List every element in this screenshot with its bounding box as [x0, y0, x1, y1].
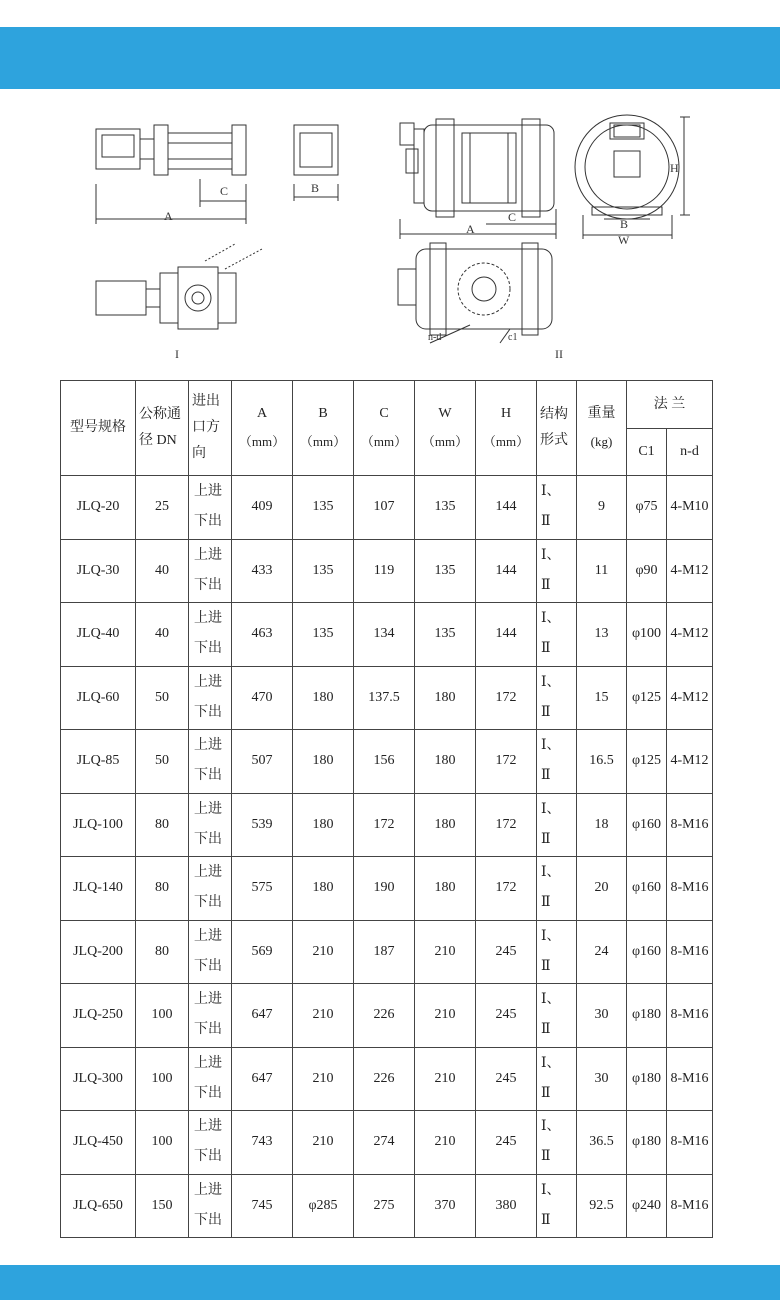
cell-direction: 上进 下出 — [189, 1111, 232, 1175]
cell-kg: 13 — [577, 603, 627, 667]
table-row — [61, 793, 713, 857]
cell-model: JLQ-100 — [61, 793, 136, 857]
header-structure: 结构形式 — [537, 381, 577, 476]
cell-dn: 100 — [136, 1111, 189, 1175]
table-row — [61, 1111, 713, 1175]
fig2-top-view — [398, 243, 552, 343]
fig2-side-view — [400, 119, 556, 239]
cell-b: 210 — [293, 1111, 354, 1175]
dim-c1-fig2: c1 — [508, 332, 518, 343]
table-row — [61, 666, 713, 730]
cell-a: 743 — [232, 1111, 293, 1175]
fig2-end-view — [575, 115, 690, 239]
cell-w: 210 — [415, 984, 476, 1048]
spec-table — [60, 380, 713, 1238]
header-flange: 法 兰 — [627, 381, 713, 429]
cell-w: 210 — [415, 920, 476, 984]
cell-c1: φ125 — [627, 666, 667, 730]
cell-dn: 50 — [136, 666, 189, 730]
cell-a: 409 — [232, 476, 293, 540]
cell-c1: φ180 — [627, 1111, 667, 1175]
cell-kg: 20 — [577, 857, 627, 921]
cell-b: 210 — [293, 920, 354, 984]
header-w: W （mm） — [415, 381, 476, 476]
cell-c: 134 — [354, 603, 415, 667]
cell-nd: 8-M16 — [667, 920, 713, 984]
cell-kg: 9 — [577, 476, 627, 540]
cell-c: 107 — [354, 476, 415, 540]
cell-kg: 30 — [577, 1047, 627, 1111]
cell-h: 144 — [476, 603, 537, 667]
cell-kg: 24 — [577, 920, 627, 984]
cell-w: 135 — [415, 539, 476, 603]
dim-H-fig2: H — [670, 161, 679, 175]
dim-nd-fig2: n-d — [428, 332, 442, 343]
cell-a: 507 — [232, 730, 293, 794]
cell-kg: 11 — [577, 539, 627, 603]
cell-h: 172 — [476, 857, 537, 921]
cell-c: 274 — [354, 1111, 415, 1175]
table-row — [61, 476, 713, 540]
cell-c: 156 — [354, 730, 415, 794]
cell-direction: 上进 下出 — [189, 603, 232, 667]
cell-direction: 上进 下出 — [189, 476, 232, 540]
cell-c: 137.5 — [354, 666, 415, 730]
dim-B-fig2: B — [620, 217, 629, 231]
table-row — [61, 984, 713, 1048]
cell-b: φ285 — [293, 1174, 354, 1238]
cell-w: 180 — [415, 793, 476, 857]
cell-kg: 30 — [577, 984, 627, 1048]
cell-kg: 18 — [577, 793, 627, 857]
cell-h: 172 — [476, 730, 537, 794]
cell-kg: 92.5 — [577, 1174, 627, 1238]
table-row — [61, 539, 713, 603]
cell-c1: φ160 — [627, 857, 667, 921]
cell-c: 172 — [354, 793, 415, 857]
cell-dn: 40 — [136, 603, 189, 667]
header-c1: C1 — [627, 429, 667, 476]
cell-h: 172 — [476, 793, 537, 857]
cell-model: JLQ-30 — [61, 539, 136, 603]
cell-nd: 8-M16 — [667, 1111, 713, 1175]
cell-b: 135 — [293, 539, 354, 603]
cell-dn: 150 — [136, 1174, 189, 1238]
cell-c1: φ180 — [627, 984, 667, 1048]
dim-A-fig2: A — [466, 222, 475, 236]
cell-w: 180 — [415, 666, 476, 730]
drawing-svg — [0, 89, 780, 379]
cell-b: 180 — [293, 793, 354, 857]
cell-structure: Ⅰ、 Ⅱ — [537, 1111, 577, 1175]
cell-c1: φ160 — [627, 920, 667, 984]
cell-nd: 8-M16 — [667, 984, 713, 1048]
cell-structure: Ⅰ、 Ⅱ — [537, 666, 577, 730]
cell-a: 539 — [232, 793, 293, 857]
cell-h: 144 — [476, 476, 537, 540]
table-row — [61, 730, 713, 794]
cell-model: JLQ-650 — [61, 1174, 136, 1238]
cell-kg: 15 — [577, 666, 627, 730]
top-banner — [0, 27, 780, 89]
cell-model: JLQ-250 — [61, 984, 136, 1048]
cell-c: 187 — [354, 920, 415, 984]
cell-direction: 上进 下出 — [189, 857, 232, 921]
cell-structure: Ⅰ、 Ⅱ — [537, 1174, 577, 1238]
figure-label-1: I — [175, 347, 179, 361]
dim-A-fig1: A — [164, 209, 173, 223]
cell-c1: φ180 — [627, 1047, 667, 1111]
cell-model: JLQ-200 — [61, 920, 136, 984]
cell-w: 135 — [415, 476, 476, 540]
cell-direction: 上进 下出 — [189, 730, 232, 794]
cell-h: 245 — [476, 984, 537, 1048]
dim-B-fig1: B — [311, 181, 320, 195]
cell-nd: 4-M12 — [667, 666, 713, 730]
cell-nd: 4-M10 — [667, 476, 713, 540]
header-nd: n-d — [667, 429, 713, 476]
cell-c1: φ160 — [627, 793, 667, 857]
cell-w: 180 — [415, 857, 476, 921]
cell-nd: 4-M12 — [667, 603, 713, 667]
cell-model: JLQ-20 — [61, 476, 136, 540]
cell-structure: Ⅰ、 Ⅱ — [537, 730, 577, 794]
figure-label-2: II — [555, 347, 563, 361]
cell-h: 144 — [476, 539, 537, 603]
cell-structure: Ⅰ、 Ⅱ — [537, 984, 577, 1048]
cell-w: 210 — [415, 1047, 476, 1111]
header-h: H （mm） — [476, 381, 537, 476]
cell-b: 210 — [293, 1047, 354, 1111]
cell-h: 245 — [476, 920, 537, 984]
cell-w: 370 — [415, 1174, 476, 1238]
cell-kg: 16.5 — [577, 730, 627, 794]
cell-b: 135 — [293, 603, 354, 667]
cell-h: 380 — [476, 1174, 537, 1238]
cell-h: 245 — [476, 1047, 537, 1111]
cell-a: 463 — [232, 603, 293, 667]
table-row — [61, 1174, 713, 1238]
cell-a: 647 — [232, 1047, 293, 1111]
cell-structure: Ⅰ、 Ⅱ — [537, 476, 577, 540]
header-direction: 进出口方向 — [189, 381, 232, 476]
cell-dn: 25 — [136, 476, 189, 540]
header-model: 型号规格 — [61, 381, 136, 476]
dim-C-fig2: C — [508, 210, 517, 224]
cell-a: 647 — [232, 984, 293, 1048]
bottom-banner — [0, 1265, 780, 1300]
cell-direction: 上进 下出 — [189, 1047, 232, 1111]
cell-b: 135 — [293, 476, 354, 540]
header-b: B （mm） — [293, 381, 354, 476]
cell-c: 119 — [354, 539, 415, 603]
cell-h: 245 — [476, 1111, 537, 1175]
cell-a: 433 — [232, 539, 293, 603]
cell-nd: 4-M12 — [667, 730, 713, 794]
cell-dn: 80 — [136, 920, 189, 984]
cell-model: JLQ-300 — [61, 1047, 136, 1111]
cell-structure: Ⅰ、 Ⅱ — [537, 539, 577, 603]
cell-c: 190 — [354, 857, 415, 921]
cell-direction: 上进 下出 — [189, 1174, 232, 1238]
cell-direction: 上进 下出 — [189, 539, 232, 603]
cell-c1: φ240 — [627, 1174, 667, 1238]
cell-dn: 40 — [136, 539, 189, 603]
cell-w: 135 — [415, 603, 476, 667]
cell-c1: φ75 — [627, 476, 667, 540]
cell-model: JLQ-450 — [61, 1111, 136, 1175]
table-row — [61, 1047, 713, 1111]
cell-dn: 80 — [136, 857, 189, 921]
cell-nd: 4-M12 — [667, 539, 713, 603]
cell-structure: Ⅰ、 Ⅱ — [537, 603, 577, 667]
cell-kg: 36.5 — [577, 1111, 627, 1175]
cell-model: JLQ-85 — [61, 730, 136, 794]
table-row — [61, 920, 713, 984]
cell-dn: 100 — [136, 984, 189, 1048]
dim-W-fig2: W — [618, 233, 630, 247]
cell-structure: Ⅰ、 Ⅱ — [537, 857, 577, 921]
cell-b: 180 — [293, 730, 354, 794]
cell-c1: φ125 — [627, 730, 667, 794]
cell-dn: 100 — [136, 1047, 189, 1111]
cell-structure: Ⅰ、 Ⅱ — [537, 793, 577, 857]
cell-model: JLQ-60 — [61, 666, 136, 730]
cell-direction: 上进 下出 — [189, 984, 232, 1048]
cell-b: 180 — [293, 857, 354, 921]
cell-nd: 8-M16 — [667, 1174, 713, 1238]
cell-w: 180 — [415, 730, 476, 794]
cell-direction: 上进 下出 — [189, 920, 232, 984]
cell-c: 226 — [354, 1047, 415, 1111]
cell-c1: φ90 — [627, 539, 667, 603]
cell-w: 210 — [415, 1111, 476, 1175]
cell-model: JLQ-140 — [61, 857, 136, 921]
cell-a: 745 — [232, 1174, 293, 1238]
cell-direction: 上进 下出 — [189, 793, 232, 857]
cell-a: 470 — [232, 666, 293, 730]
table-row — [61, 603, 713, 667]
cell-direction: 上进 下出 — [189, 666, 232, 730]
cell-b: 210 — [293, 984, 354, 1048]
header-dn: 公称通径 DN — [136, 381, 189, 476]
cell-c: 275 — [354, 1174, 415, 1238]
cell-dn: 80 — [136, 793, 189, 857]
cell-model: JLQ-40 — [61, 603, 136, 667]
cell-b: 180 — [293, 666, 354, 730]
header-a: A （mm） — [232, 381, 293, 476]
dim-C-fig1: C — [220, 184, 229, 198]
cell-a: 569 — [232, 920, 293, 984]
cell-h: 172 — [476, 666, 537, 730]
cell-c1: φ100 — [627, 603, 667, 667]
cell-structure: Ⅰ、 Ⅱ — [537, 920, 577, 984]
cell-c: 226 — [354, 984, 415, 1048]
cell-nd: 8-M16 — [667, 793, 713, 857]
cell-nd: 8-M16 — [667, 1047, 713, 1111]
cell-dn: 50 — [136, 730, 189, 794]
table-row — [61, 857, 713, 921]
fig1-top-view — [96, 244, 262, 329]
cell-structure: Ⅰ、 Ⅱ — [537, 1047, 577, 1111]
technical-drawings — [0, 89, 780, 379]
cell-nd: 8-M16 — [667, 857, 713, 921]
cell-a: 575 — [232, 857, 293, 921]
header-weight: 重量 (kg) — [577, 381, 627, 476]
header-c: C （mm） — [354, 381, 415, 476]
